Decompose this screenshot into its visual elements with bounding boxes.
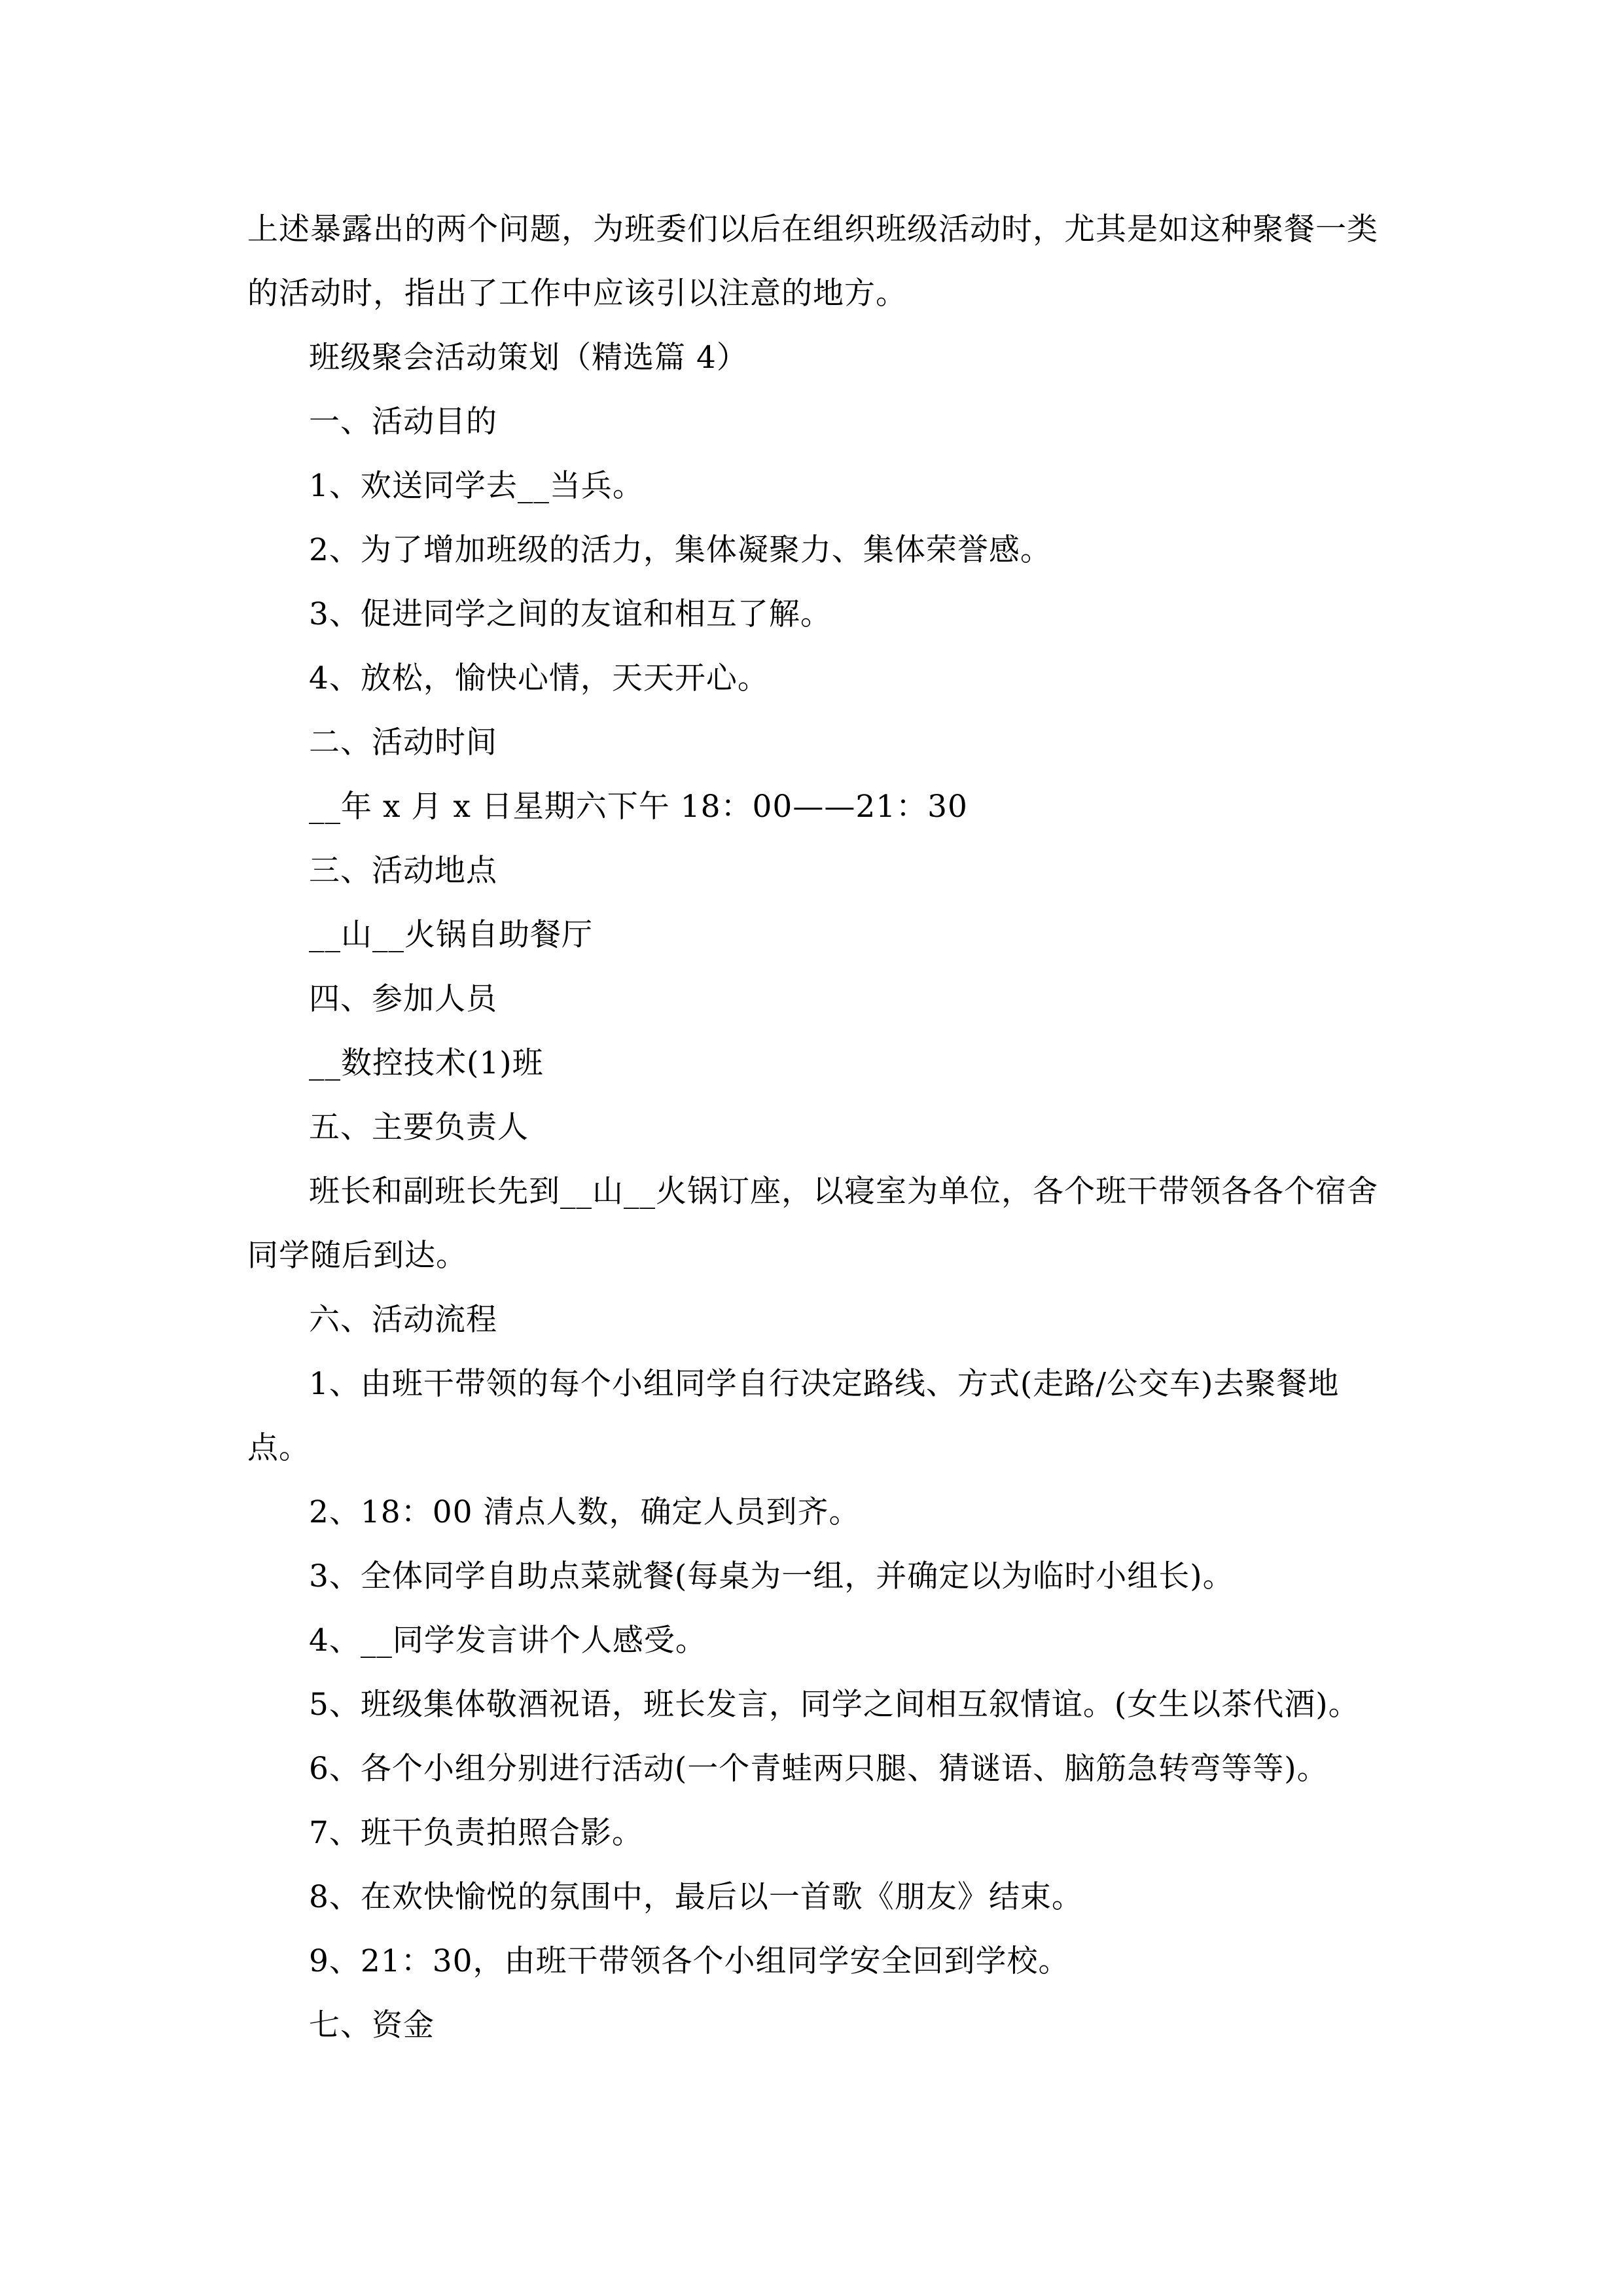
list-item: 9、21：30，由班干带领各个小组同学安全回到学校。 xyxy=(309,1943,1070,1979)
heading-activity-time: 二、活动时间 xyxy=(309,725,497,761)
list-item: 2、18：00 清点人数，确定人员到齐。 xyxy=(309,1494,861,1530)
list-item: 8、在欢快愉悦的氛围中，最后以一首歌《朋友》结束。 xyxy=(309,1879,1083,1915)
list-item: 3、促进同学之间的友谊和相互了解。 xyxy=(309,596,832,632)
main-responsible-text: 班长和副班长先到__山__火锅订座，以寝室为单位，各个班干带领各各个宿舍同学随后到达。 xyxy=(247,1174,1378,1274)
activity-location-text: __山__火锅自助餐厅 xyxy=(309,917,593,953)
list-item: 2、为了增加班级的活力，集体凝聚力、集体荣誉感。 xyxy=(309,532,1052,568)
list-item: 1、欢送同学去__当兵。 xyxy=(309,468,644,504)
document-body xyxy=(247,198,1378,2058)
section-title: 班级聚会活动策划（精选篇 4） xyxy=(309,340,748,376)
participants-text: __数控技术(1)班 xyxy=(309,1045,544,1081)
list-item: 1、由班干带领的每个小组同学自行决定路线、方式(走路/公交车)去聚餐地点。 xyxy=(247,1366,1340,1466)
list-item: 5、班级集体敬酒祝语，班长发言，同学之间相互叙情谊。(女生以茶代酒)。 xyxy=(309,1687,1360,1723)
paragraph-intro: 上述暴露出的两个问题，为班委们以后在组织班级活动时，尤其是如这种聚餐一类的活动时，指出了工作中应该引以注意的地方。 xyxy=(247,211,1378,312)
list-item: 4、__同学发言讲个人感受。 xyxy=(309,1623,707,1659)
list-item: 4、放松，愉快心情，天天开心。 xyxy=(309,660,769,696)
heading-participants: 四、参加人员 xyxy=(309,981,497,1017)
heading-funds: 七、资金 xyxy=(309,2007,435,2043)
list-item: 7、班干负责拍照合影。 xyxy=(309,1815,643,1851)
heading-activity-process: 六、活动流程 xyxy=(309,1302,497,1338)
list-item: 3、全体同学自助点菜就餐(每桌为一组，并确定以为临时小组长)。 xyxy=(309,1558,1234,1594)
list-item: 6、各个小组分别进行活动(一个青蛙两只腿、猜谜语、脑筋急转弯等等)。 xyxy=(309,1751,1329,1787)
heading-main-responsible: 五、主要负责人 xyxy=(309,1109,529,1145)
heading-activity-purpose: 一、活动目的 xyxy=(309,404,497,440)
heading-activity-location: 三、活动地点 xyxy=(309,853,497,889)
activity-time-text: __年 x 月 x 日星期六下午 18：00——21：30 xyxy=(309,789,968,825)
